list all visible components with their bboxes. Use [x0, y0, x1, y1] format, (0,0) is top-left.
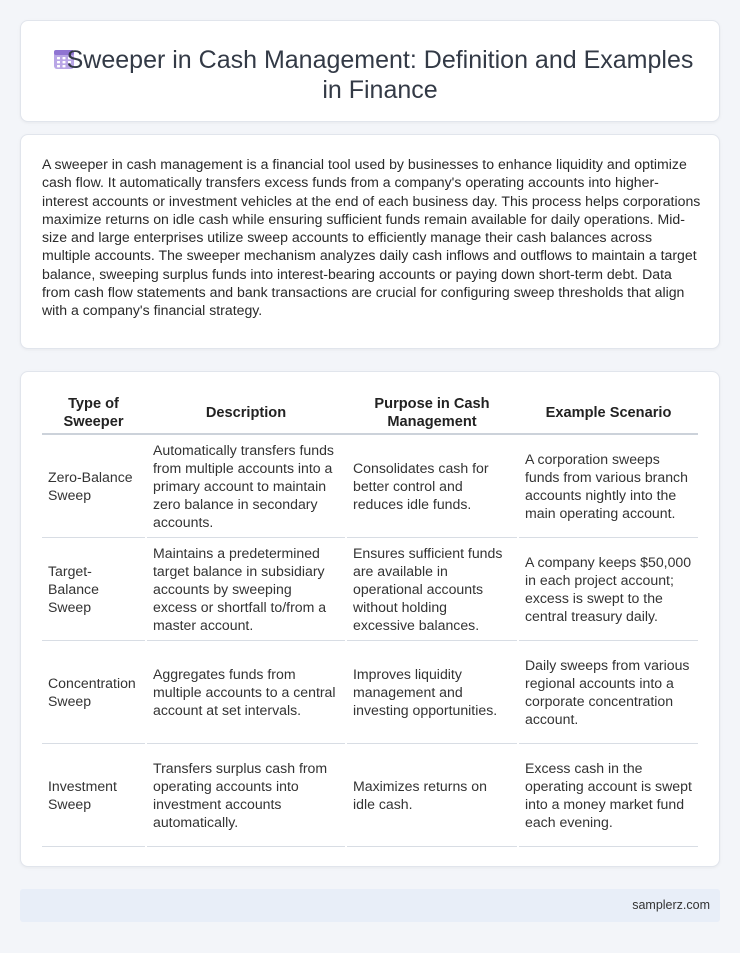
footer-bar [20, 889, 720, 922]
cell-description: Maintains a predetermined target balance in subsidiary accounts by sweeping excess or shortfall to/from a master account. [146, 537, 346, 640]
column-header-purpose: Purpose in Cash Management [346, 391, 518, 434]
page-title: Sweeper in Cash Management: Definition and Examples in Finance [66, 46, 694, 104]
intro-paragraph: A sweeper in cash management is a financial tool used by businesses to enhance liquidity and optimize cash flow. It automatically transfers excess funds from a company's operating accounts into higher-interest accounts or investment vehicles at the end of each business day. This process helps corporations maximize returns on idle cash while ensuring sufficient funds remain available for daily operations. Mid-size and large enterprises utilize sweep accounts to efficiently manage their cash balances across multiple accounts. The sweeper mechanism analyzes daily cash inflows and outflows to maintain a target balance, sweeping surplus funds into interest-bearing accounts or paying down short-term debt. Data from cash flow statements and bank transactions are crucial for configuring sweep thresholds that align with a company's financial strategy. [42, 156, 701, 319]
cell-type: Investment Sweep [42, 743, 146, 846]
cell-example: Daily sweeps from various regional accounts into a corporate concentration account. [518, 640, 698, 743]
cell-purpose: Maximizes returns on idle cash. [346, 743, 518, 846]
cell-example: A corporation sweeps funds from various branch accounts nightly into the main operating account. [518, 434, 698, 537]
table-row [42, 743, 698, 846]
cell-description: Automatically transfers funds from multiple accounts into a primary account to maintain zero balance in secondary accounts. [146, 434, 346, 537]
cell-type: Target-Balance Sweep [42, 537, 146, 640]
cell-purpose: Consolidates cash for better control and reduces idle funds. [346, 434, 518, 537]
cell-example: A company keeps $50,000 in each project account; excess is swept to the central treasury daily. [518, 537, 698, 640]
table-header-row [42, 391, 698, 434]
table-row [42, 434, 698, 537]
cell-purpose: Ensures sufficient funds are available in operational accounts without holding excessive balances. [346, 537, 518, 640]
column-header-description: Description [146, 391, 346, 434]
cell-purpose: Improves liquidity management and investing opportunities. [346, 640, 518, 743]
footer-site-link[interactable]: samplerz.com [632, 898, 710, 912]
sweeper-table [42, 391, 698, 847]
title-card [20, 20, 720, 122]
cell-description: Transfers surplus cash from operating accounts into investment accounts automatically. [146, 743, 346, 846]
table-card [20, 371, 720, 867]
column-header-example: Example Scenario [518, 391, 698, 434]
table-row [42, 640, 698, 743]
cell-description: Aggregates funds from multiple accounts to a central account at set intervals. [146, 640, 346, 743]
cell-type: Zero-Balance Sweep [42, 434, 146, 537]
column-header-type: Type of Sweeper [42, 391, 146, 434]
cell-type: Concentration Sweep [42, 640, 146, 743]
table-row [42, 537, 698, 640]
cell-example: Excess cash in the operating account is swept into a money market fund each evening. [518, 743, 698, 846]
intro-card [20, 134, 720, 349]
